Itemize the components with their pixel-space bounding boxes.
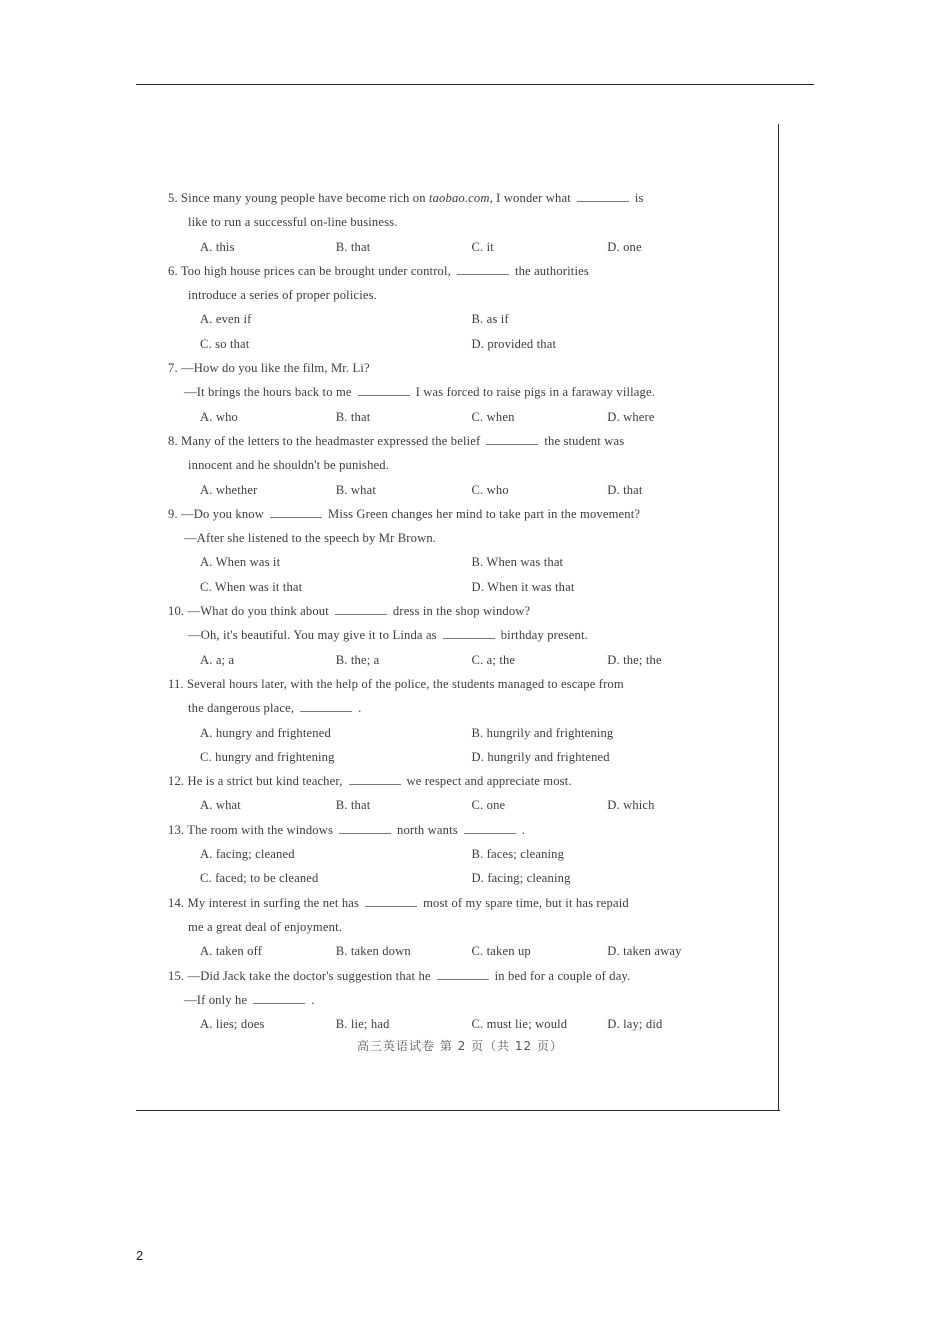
option-d: D. that <box>607 482 643 497</box>
option-a: A. who <box>200 409 238 424</box>
q7-text-b: I was forced to raise pigs in a faraway village. <box>415 385 656 400</box>
q5-text-a: 5. Since many young people have become rich on <box>168 191 429 205</box>
scan-right-edge <box>778 124 779 1111</box>
q12-options <box>168 793 743 817</box>
option-a: A. a; a <box>200 652 235 667</box>
question-14 <box>168 891 743 964</box>
option-a: A. whether <box>200 482 258 497</box>
q5-text-c: is <box>634 191 644 205</box>
q14-text-b: most of my spare time, but it has repaid <box>423 895 629 910</box>
option-d: D. where <box>607 409 655 424</box>
question-6 <box>168 259 743 356</box>
option-d: D. When it was that <box>471 579 575 594</box>
option-b: B. When was that <box>471 555 564 570</box>
question-10 <box>168 599 743 672</box>
answer-blank <box>339 823 391 834</box>
q9-options-1 <box>168 550 743 574</box>
option-a: A. taken off <box>200 944 263 959</box>
scanned-exam-page <box>168 186 743 1036</box>
answer-blank <box>300 701 352 712</box>
q7-text-a: —It brings the hours back to me <box>184 385 352 400</box>
option-a: A. lies; does <box>200 1017 265 1032</box>
answer-blank <box>486 434 538 445</box>
q13-text-b: north wants <box>397 822 458 837</box>
answer-blank <box>464 823 516 834</box>
question-11 <box>168 672 743 769</box>
q11-line-1: 11. Several hours later, with the help of the police, the students managed to escape from <box>168 676 624 691</box>
answer-blank <box>253 993 305 1004</box>
option-d: D. hungrily and frightened <box>471 749 610 764</box>
option-d: D. facing; cleaning <box>471 871 571 886</box>
page-number: 2 <box>136 1248 144 1263</box>
q6-options-1 <box>168 307 743 331</box>
top-rule <box>136 84 814 85</box>
option-b: B. taken down <box>335 944 411 959</box>
answer-blank <box>365 896 417 907</box>
q8-options <box>168 478 743 502</box>
option-b: B. what <box>335 482 376 497</box>
q5-site: taobao.com <box>428 191 490 205</box>
q8-line-2: innocent and he shouldn't be punished. <box>188 458 390 473</box>
option-c: C. one <box>471 798 506 813</box>
q13-options-2 <box>168 866 743 890</box>
q13-text-c: . <box>521 822 526 837</box>
q14-options <box>168 939 743 963</box>
q15-text-b: in bed for a couple of day. <box>494 968 631 983</box>
option-a: A. what <box>200 798 241 813</box>
option-d: D. provided that <box>471 336 557 351</box>
q8-text-a: 8. Many of the letters to the headmaster expressed the belief <box>168 433 481 448</box>
option-c: C. taken up <box>471 944 531 959</box>
option-c: C. hungry and frightening <box>200 749 335 764</box>
option-a: A. even if <box>200 312 252 327</box>
q6-line-2: introduce a series of proper policies. <box>188 288 377 303</box>
option-c: C. faced; to be cleaned <box>200 871 319 886</box>
q8-text-b: the student was <box>544 433 625 448</box>
option-d: D. one <box>607 239 642 254</box>
answer-blank <box>577 191 629 202</box>
option-b: B. lie; had <box>335 1017 390 1032</box>
q10-text-d: birthday present. <box>500 628 588 643</box>
option-a: A. When was it <box>200 555 281 570</box>
exam-page-footer: 高三英语试卷 第 2 页（共 12 页） <box>357 1039 563 1053</box>
option-c: C. a; the <box>471 652 516 667</box>
option-c: C. it <box>471 239 494 254</box>
option-b: B. faces; cleaning <box>471 847 565 862</box>
q5-text-b: , I wonder what <box>489 191 571 205</box>
option-c: C. When was it that <box>200 579 303 594</box>
answer-blank <box>358 385 410 396</box>
q9-text-b: Miss Green changes her mind to take part in the movement? <box>328 506 641 521</box>
question-15 <box>168 964 743 1037</box>
question-12 <box>168 769 743 818</box>
question-9 <box>168 502 743 599</box>
option-c: C. when <box>471 409 515 424</box>
q11-text-a: the dangerous place, <box>188 701 295 716</box>
q10-options <box>168 648 743 672</box>
q5-line-2: like to run a successful on-line business. <box>188 215 398 230</box>
question-13 <box>168 818 743 891</box>
option-c: C. so that <box>200 336 250 351</box>
option-c: C. who <box>471 482 509 497</box>
q11-options-2 <box>168 745 743 769</box>
option-b: B. hungrily and frightening <box>471 725 614 740</box>
option-a: A. facing; cleaned <box>200 847 295 862</box>
bottom-rule <box>136 1110 780 1111</box>
q5-options <box>168 235 743 259</box>
option-b: B. the; a <box>335 652 380 667</box>
q10-text-b: dress in the shop window? <box>392 604 531 619</box>
q15-options <box>168 1012 743 1036</box>
q9-line-2: —After she listened to the speech by Mr Brown. <box>184 531 437 546</box>
answer-blank <box>457 264 509 275</box>
q15-text-c: —If only he <box>184 992 248 1007</box>
option-d: D. taken away <box>607 944 682 959</box>
option-a: A. this <box>200 239 235 254</box>
q11-text-b: . <box>358 701 362 716</box>
q12-text-a: 12. He is a strict but kind teacher, <box>168 774 343 789</box>
option-d: D. which <box>607 798 655 813</box>
answer-blank <box>270 507 322 518</box>
option-a: A. hungry and frightened <box>200 725 331 740</box>
q12-text-b: we respect and appreciate most. <box>406 774 572 789</box>
option-b: B. that <box>335 409 371 424</box>
q15-text-a: 15. —Did Jack take the doctor's suggestion that he <box>168 968 431 983</box>
q14-line-2: me a great deal of enjoyment. <box>188 919 343 934</box>
answer-blank <box>443 628 495 639</box>
q13-text-a: 13. The room with the windows <box>168 822 334 837</box>
option-b: B. that <box>335 798 371 813</box>
option-b: B. as if <box>471 312 509 327</box>
q6-text-a: 6. Too high house prices can be brought under control, <box>168 263 451 278</box>
question-7 <box>168 356 743 429</box>
q6-options-2 <box>168 332 743 356</box>
q6-text-b: the authorities <box>514 263 589 278</box>
q9-options-2 <box>168 575 743 599</box>
q7-options <box>168 405 743 429</box>
option-d: D. the; the <box>607 652 662 667</box>
q13-options-1 <box>168 842 743 866</box>
answer-blank <box>437 969 489 980</box>
option-c: C. must lie; would <box>471 1017 568 1032</box>
q9-text-a: 9. —Do you know <box>168 506 265 521</box>
option-d: D. lay; did <box>607 1017 663 1032</box>
question-5 <box>168 186 743 259</box>
q7-line-1: 7. —How do you like the film, Mr. Li? <box>168 361 370 376</box>
answer-blank <box>349 774 401 785</box>
option-b: B. that <box>335 239 371 254</box>
question-8 <box>168 429 743 502</box>
answer-blank <box>335 604 387 615</box>
q10-text-c: —Oh, it's beautiful. You may give it to Linda as <box>188 628 437 643</box>
q10-text-a: 10. —What do you think about <box>168 604 329 619</box>
q15-text-d: . <box>311 992 315 1007</box>
q11-options-1 <box>168 721 743 745</box>
q14-text-a: 14. My interest in surfing the net has <box>168 895 360 910</box>
